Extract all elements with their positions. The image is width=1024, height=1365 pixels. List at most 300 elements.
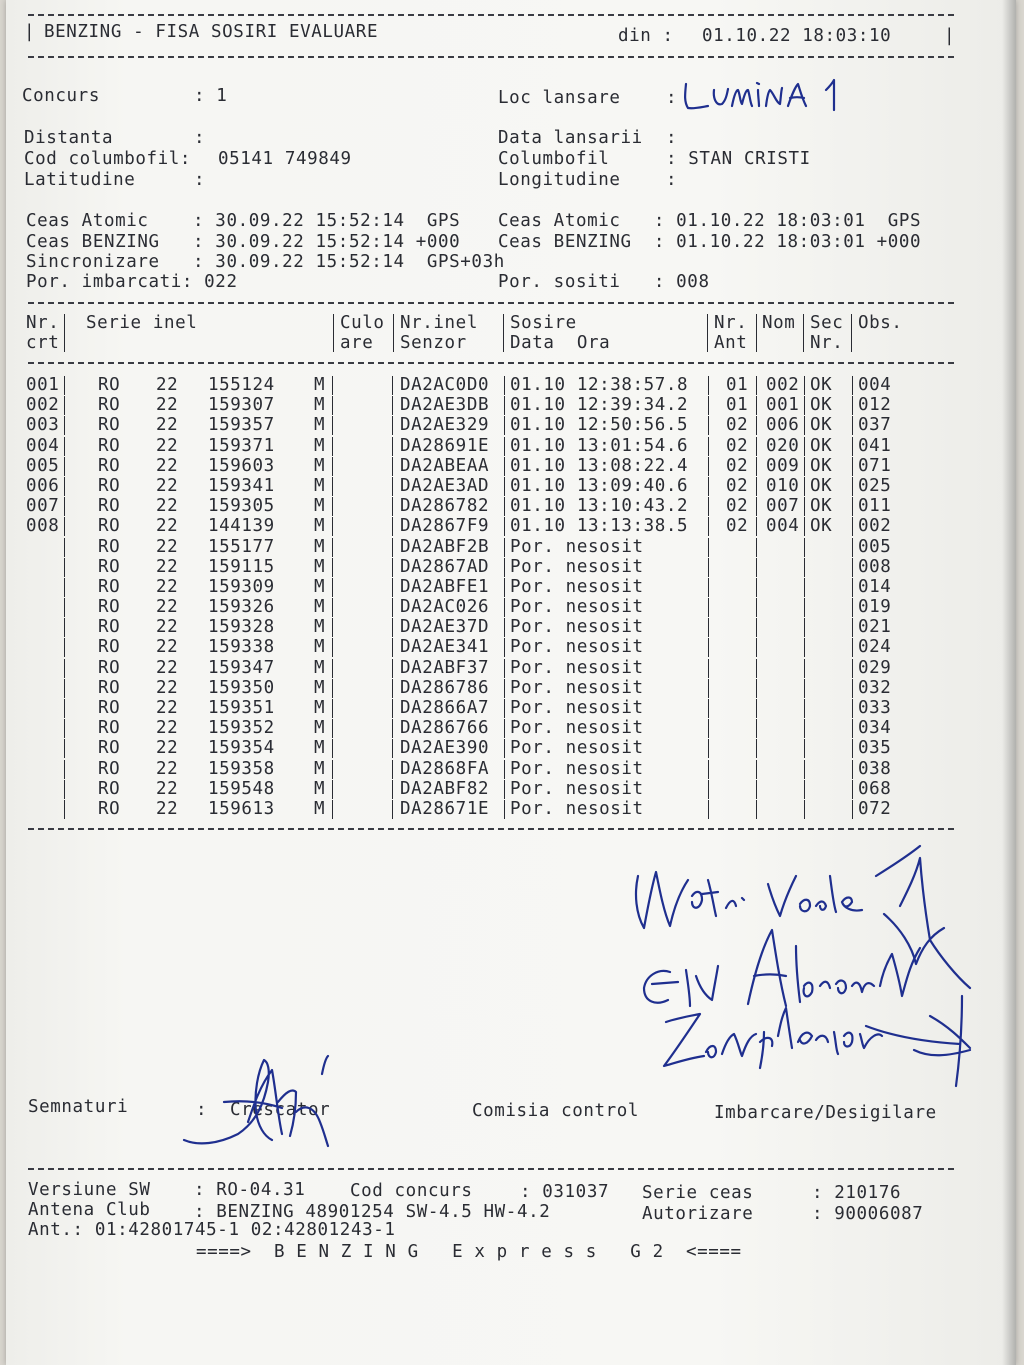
header-divider <box>393 314 394 352</box>
cell-sex: M <box>314 597 326 618</box>
sincronizare: Sincronizare : 30.09.22 15:52:14 GPS+03h <box>26 252 505 272</box>
benzing-express-banner: ====> B E N Z I N G E x p r e s s G 2 <==== <box>196 1242 742 1262</box>
cell-ring-number: 155124 <box>208 375 275 395</box>
column-divider <box>708 477 709 496</box>
column-divider <box>756 477 757 496</box>
column-divider <box>64 437 65 456</box>
column-divider <box>504 437 505 456</box>
serie-ceas-label: Serie ceas <box>642 1183 754 1203</box>
cell-obs: 034 <box>858 718 892 739</box>
column-divider <box>504 497 505 516</box>
cell-year: 22 <box>156 496 179 517</box>
column-divider <box>756 497 757 516</box>
column-divider <box>332 437 333 456</box>
column-divider <box>708 780 709 799</box>
cell-ring-number: 159328 <box>208 617 275 638</box>
cell-sensor: DA2868FA <box>400 758 490 779</box>
column-divider <box>332 638 333 657</box>
concurs-value: : 1 <box>194 86 228 106</box>
cell-nom: 001 <box>766 395 800 416</box>
longitudine-value: : <box>666 170 678 190</box>
column-divider <box>852 558 853 577</box>
cell-ring-number: 159548 <box>208 778 275 799</box>
cell-obs: 041 <box>858 435 892 456</box>
column-divider <box>392 800 393 819</box>
column-divider <box>64 578 65 597</box>
cell-antenna: 01 <box>726 395 749 416</box>
column-divider <box>852 517 853 536</box>
column-divider <box>64 558 65 577</box>
ceas-atomic-start: Ceas Atomic : 30.09.22 15:52:14 GPS <box>26 211 461 231</box>
cell-sensor: DA2867AD <box>400 556 490 577</box>
cod-columbofil-value: 05141 749849 <box>218 149 352 169</box>
column-divider <box>708 416 709 435</box>
column-divider <box>392 780 393 799</box>
column-divider <box>756 679 757 698</box>
column-divider <box>392 497 393 516</box>
cell-ring-number: 159371 <box>208 435 275 456</box>
column-divider <box>804 437 805 456</box>
cell-year: 22 <box>156 395 179 416</box>
col-header-sec: Sec <box>810 313 844 333</box>
column-divider <box>332 416 333 435</box>
cell-arrival: Por. nesosit <box>510 637 644 658</box>
cell-country: RO <box>98 778 121 799</box>
column-divider <box>852 578 853 597</box>
cell-obs: 035 <box>858 738 892 759</box>
col-header-sec-nr: Nr. <box>810 333 844 353</box>
column-divider <box>504 719 505 738</box>
column-divider <box>852 376 853 395</box>
cell-obs: 005 <box>858 536 892 557</box>
cell-ring-number: 159354 <box>208 738 275 759</box>
column-divider <box>64 699 65 718</box>
autorizare-label: Autorizare <box>642 1204 754 1224</box>
cell-arrival: Por. nesosit <box>510 556 644 577</box>
cell-ring-number: 159357 <box>208 415 275 436</box>
cell-year: 22 <box>156 758 179 779</box>
cell-sensor: DA2AE329 <box>400 415 490 436</box>
column-divider <box>852 638 853 657</box>
cell-antenna: 02 <box>726 435 749 456</box>
column-divider <box>852 416 853 435</box>
column-divider <box>392 477 393 496</box>
cell-year: 22 <box>156 798 179 819</box>
col-header-serie: Serie inel <box>86 313 198 333</box>
cell-sex: M <box>314 435 326 456</box>
column-divider <box>332 618 333 637</box>
column-divider <box>756 780 757 799</box>
cell-crt: 005 <box>26 455 60 476</box>
cell-country: RO <box>98 435 121 456</box>
column-divider <box>852 739 853 758</box>
cell-sec: OK <box>810 455 833 476</box>
column-divider <box>756 558 757 577</box>
cell-year: 22 <box>156 576 179 597</box>
header-divider <box>851 314 852 352</box>
cell-year: 22 <box>156 657 179 678</box>
column-divider <box>708 638 709 657</box>
cell-arrival: Por. nesosit <box>510 576 644 597</box>
header-right-bar: | <box>944 26 956 46</box>
column-divider <box>756 699 757 718</box>
cell-year: 22 <box>156 597 179 618</box>
cell-country: RO <box>98 395 121 416</box>
cell-obs: 071 <box>858 455 892 476</box>
cell-sex: M <box>314 576 326 597</box>
column-divider <box>392 517 393 536</box>
porumbei-imbarcati: Por. imbarcati: 022 <box>26 272 238 292</box>
column-divider <box>756 598 757 617</box>
cell-obs: 002 <box>858 516 892 537</box>
cell-arrival: Por. nesosit <box>510 677 644 698</box>
cell-country: RO <box>98 617 121 638</box>
cell-sex: M <box>314 496 326 517</box>
column-divider <box>756 396 757 415</box>
column-divider <box>504 578 505 597</box>
commission-signatures <box>630 836 1000 1100</box>
col-header-ant: Ant <box>714 333 748 353</box>
cell-nom: 010 <box>766 475 800 496</box>
cell-sex: M <box>314 657 326 678</box>
cell-sensor: DA2AC026 <box>400 597 490 618</box>
cell-antenna: 02 <box>726 415 749 436</box>
column-divider <box>708 719 709 738</box>
column-divider <box>64 538 65 557</box>
cell-country: RO <box>98 375 121 395</box>
cell-ring-number: 159358 <box>208 758 275 779</box>
cell-year: 22 <box>156 475 179 496</box>
concurs-label: Concurs <box>22 86 100 106</box>
cell-obs: 032 <box>858 677 892 698</box>
column-divider <box>392 416 393 435</box>
column-divider <box>852 719 853 738</box>
column-divider <box>852 659 853 678</box>
column-divider <box>392 538 393 557</box>
cell-country: RO <box>98 738 121 759</box>
column-divider <box>504 800 505 819</box>
column-divider <box>504 638 505 657</box>
cell-ring-number: 159307 <box>208 395 275 416</box>
cell-obs: 024 <box>858 637 892 658</box>
column-divider <box>504 679 505 698</box>
cell-arrival: Por. nesosit <box>510 778 644 799</box>
header-bottom-rule <box>28 362 954 364</box>
crescator-label: Crescator <box>230 1100 331 1120</box>
column-divider <box>756 638 757 657</box>
column-divider <box>756 659 757 678</box>
column-divider <box>332 538 333 557</box>
column-divider <box>708 396 709 415</box>
column-divider <box>392 376 393 395</box>
cell-obs: 029 <box>858 657 892 678</box>
cell-arrival: Por. nesosit <box>510 738 644 759</box>
imbarcare-desigilare-label: Imbarcare/Desigilare <box>714 1103 937 1123</box>
cell-year: 22 <box>156 375 179 395</box>
column-divider <box>504 598 505 617</box>
column-divider <box>804 659 805 678</box>
column-divider <box>332 517 333 536</box>
distanta-value: : <box>194 128 206 148</box>
cell-obs: 037 <box>858 415 892 436</box>
cell-sensor: DA2AE390 <box>400 738 490 759</box>
cell-sensor: DA2ABFE1 <box>400 576 490 597</box>
footer-top-rule <box>28 1168 954 1170</box>
column-divider <box>804 477 805 496</box>
column-divider <box>708 618 709 637</box>
cell-sensor: DA28691E <box>400 435 490 456</box>
col-header-nom: Nom <box>762 313 796 333</box>
column-divider <box>504 558 505 577</box>
cell-obs: 012 <box>858 395 892 416</box>
column-divider <box>332 719 333 738</box>
cell-nom: 006 <box>766 415 800 436</box>
cell-country: RO <box>98 758 121 779</box>
cell-ring-number: 159350 <box>208 677 275 698</box>
column-divider <box>804 457 805 476</box>
cell-sex: M <box>314 718 326 739</box>
cell-sec: OK <box>810 415 833 436</box>
cell-year: 22 <box>156 516 179 537</box>
column-divider <box>332 699 333 718</box>
column-divider <box>852 538 853 557</box>
col-header-senzor: Senzor <box>400 333 467 353</box>
column-divider <box>804 679 805 698</box>
column-divider <box>392 618 393 637</box>
header-top-rule <box>28 14 954 16</box>
column-divider <box>708 800 709 819</box>
cell-sec: OK <box>810 496 833 517</box>
column-divider <box>392 659 393 678</box>
cell-country: RO <box>98 637 121 658</box>
header-divider <box>756 314 757 352</box>
col-header-culo: Culo <box>340 313 385 333</box>
antena-ids: Ant.: 01:42801745-1 02:42801243-1 <box>28 1220 396 1240</box>
header-divider <box>503 314 504 352</box>
header-divider <box>64 314 65 352</box>
column-divider <box>64 598 65 617</box>
column-divider <box>708 578 709 597</box>
cell-arrival: 01.10 13:01:54.6 <box>510 435 689 456</box>
cell-year: 22 <box>156 738 179 759</box>
signature-zamfir-iulian <box>664 1008 882 1068</box>
cell-sensor: DA2ABEAA <box>400 455 490 476</box>
col-header-nr: Nr. <box>26 313 60 333</box>
cell-crt: 002 <box>26 395 60 416</box>
versiune-value: : RO-04.31 <box>194 1180 306 1200</box>
cell-sensor: DA2866A7 <box>400 698 490 718</box>
cell-sex: M <box>314 677 326 698</box>
column-divider <box>708 659 709 678</box>
cell-sex: M <box>314 455 326 476</box>
col-header-nrinel: Nr.inel <box>400 313 478 333</box>
column-divider <box>708 679 709 698</box>
column-divider <box>504 376 505 395</box>
cell-crt: 004 <box>26 435 60 456</box>
data-lansarii-value: : <box>666 128 678 148</box>
column-divider <box>504 618 505 637</box>
column-divider <box>708 699 709 718</box>
column-divider <box>804 517 805 536</box>
column-divider <box>64 416 65 435</box>
cell-year: 22 <box>156 617 179 638</box>
column-divider <box>392 739 393 758</box>
cell-ring-number: 159326 <box>208 597 275 618</box>
column-divider <box>804 538 805 557</box>
column-divider <box>852 477 853 496</box>
cell-antenna: 02 <box>726 496 749 517</box>
column-divider <box>64 679 65 698</box>
semnaturi-label: Semnaturi <box>28 1097 129 1117</box>
column-divider <box>804 719 805 738</box>
col-header-sosire: Sosire <box>510 313 577 333</box>
column-divider <box>852 800 853 819</box>
ceas-benzing-end: Ceas BENZING : 01.10.22 18:03:01 +000 <box>498 232 922 252</box>
porumbei-sositi: Por. sositi : 008 <box>498 272 710 292</box>
column-divider <box>804 739 805 758</box>
cell-ring-number: 159351 <box>208 698 275 718</box>
cell-sex: M <box>314 758 326 779</box>
column-divider <box>392 598 393 617</box>
column-divider <box>392 699 393 718</box>
column-divider <box>392 457 393 476</box>
cell-nom: 009 <box>766 455 800 476</box>
column-divider <box>504 416 505 435</box>
cell-sensor: DA2AE37D <box>400 617 490 638</box>
signature-flourish <box>866 846 970 1086</box>
cell-ring-number: 159347 <box>208 657 275 678</box>
cell-sensor: DA2867F9 <box>400 516 490 537</box>
cell-country: RO <box>98 718 121 739</box>
comisia-control-label: Comisia control <box>472 1101 640 1121</box>
header-divider <box>707 314 708 352</box>
column-divider <box>332 477 333 496</box>
col-header-are: are <box>340 333 374 353</box>
cell-sex: M <box>314 738 326 759</box>
column-divider <box>504 538 505 557</box>
column-divider <box>756 618 757 637</box>
column-divider <box>804 780 805 799</box>
cell-obs: 025 <box>858 475 892 496</box>
cell-country: RO <box>98 455 121 476</box>
cell-ring-number: 159352 <box>208 718 275 739</box>
column-divider <box>708 437 709 456</box>
table-top-rule <box>28 302 954 304</box>
cell-country: RO <box>98 597 121 618</box>
paper-edge-shadow <box>1002 0 1016 1365</box>
cell-year: 22 <box>156 435 179 456</box>
cell-arrival: Por. nesosit <box>510 758 644 779</box>
column-divider <box>504 699 505 718</box>
semnaturi-colon: : <box>196 1100 208 1120</box>
cell-sex: M <box>314 536 326 557</box>
cell-crt: 003 <box>26 415 60 436</box>
column-divider <box>708 558 709 577</box>
column-divider <box>756 739 757 758</box>
cell-obs: 072 <box>858 798 892 819</box>
cell-sex: M <box>314 516 326 537</box>
column-divider <box>332 457 333 476</box>
loc-lansare-label: Loc lansare <box>498 88 621 108</box>
column-divider <box>332 659 333 678</box>
column-divider <box>804 497 805 516</box>
cell-year: 22 <box>156 455 179 476</box>
cell-year: 22 <box>156 718 179 739</box>
cell-arrival: Por. nesosit <box>510 597 644 618</box>
column-divider <box>64 638 65 657</box>
column-divider <box>332 780 333 799</box>
column-divider <box>64 760 65 779</box>
cell-nom: 004 <box>766 516 800 537</box>
cell-obs: 004 <box>858 375 892 395</box>
cell-sec: OK <box>810 395 833 416</box>
column-divider <box>504 477 505 496</box>
column-divider <box>332 739 333 758</box>
cell-sex: M <box>314 798 326 819</box>
cell-arrival: Por. nesosit <box>510 718 644 739</box>
cell-obs: 021 <box>858 617 892 638</box>
cell-country: RO <box>98 677 121 698</box>
column-divider <box>392 396 393 415</box>
data-lansarii-label: Data lansarii <box>498 128 643 148</box>
column-divider <box>332 679 333 698</box>
column-divider <box>756 416 757 435</box>
column-divider <box>708 739 709 758</box>
column-divider <box>852 618 853 637</box>
cell-country: RO <box>98 475 121 496</box>
cell-obs: 014 <box>858 576 892 597</box>
column-divider <box>392 719 393 738</box>
cell-ring-number: 159305 <box>208 496 275 517</box>
columbofil-value: : STAN CRISTI <box>666 149 811 169</box>
date-label: din : <box>618 26 674 46</box>
cell-sensor: DA286782 <box>400 496 490 517</box>
column-divider <box>504 396 505 415</box>
column-divider <box>392 437 393 456</box>
loc-lansare-handwritten <box>680 76 850 114</box>
cell-country: RO <box>98 798 121 819</box>
column-divider <box>756 719 757 738</box>
column-divider <box>332 376 333 395</box>
column-divider <box>392 558 393 577</box>
cell-arrival: Por. nesosit <box>510 536 644 557</box>
column-divider <box>64 659 65 678</box>
column-divider <box>64 457 65 476</box>
latitudine-value: : <box>194 170 206 190</box>
antena-club-label: Antena Club <box>28 1200 151 1220</box>
crescator-signature <box>178 1052 348 1152</box>
cell-sex: M <box>314 637 326 658</box>
column-divider <box>392 638 393 657</box>
column-divider <box>504 780 505 799</box>
serie-ceas-value: : 210176 <box>812 1183 902 1203</box>
column-divider <box>708 376 709 395</box>
column-divider <box>708 457 709 476</box>
cell-ring-number: 159115 <box>208 556 275 577</box>
cell-sec: OK <box>810 475 833 496</box>
column-divider <box>804 578 805 597</box>
cell-antenna: 02 <box>726 475 749 496</box>
cell-year: 22 <box>156 556 179 577</box>
cell-arrival: 01.10 13:08:22.4 <box>510 455 689 476</box>
cell-antenna: 02 <box>726 516 749 537</box>
versiune-label: Versiune SW <box>28 1180 151 1200</box>
column-divider <box>852 437 853 456</box>
column-divider <box>756 517 757 536</box>
cell-obs: 068 <box>858 778 892 799</box>
column-divider <box>852 699 853 718</box>
column-divider <box>756 578 757 597</box>
